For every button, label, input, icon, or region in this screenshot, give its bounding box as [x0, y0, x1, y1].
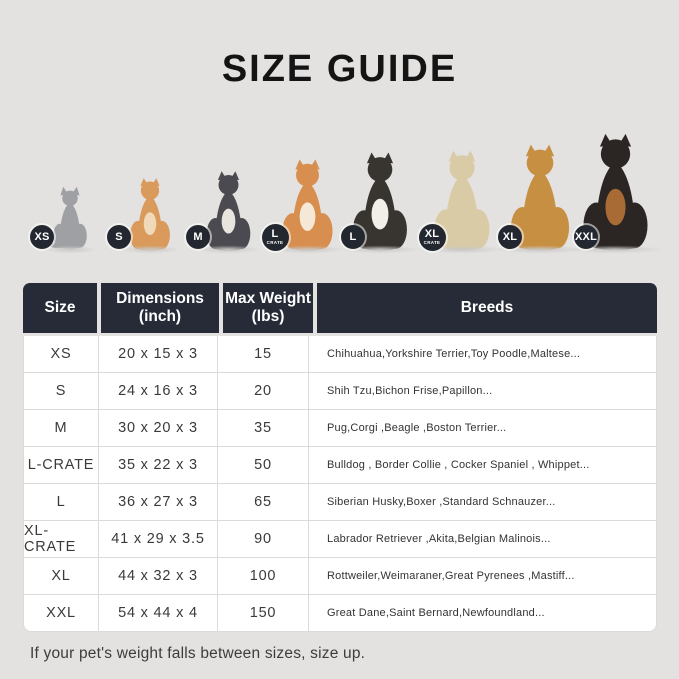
size-badge-xl: [498, 225, 522, 249]
size-cell: L-CRATE: [24, 447, 98, 483]
max-weight-cell: 100: [218, 558, 308, 594]
column-header-label: Breeds: [460, 299, 514, 317]
animal-shadow: [117, 245, 184, 254]
column-header-unit: (lbs): [251, 308, 285, 325]
size-badge-l-crate: [262, 224, 289, 251]
column-header-label: Size: [44, 299, 76, 317]
column-header-breeds: [317, 283, 657, 333]
breeds-cell: Pug,Corgi ,Beagle ,Boston Terrier...: [309, 410, 656, 446]
size-badge-label: S: [115, 230, 123, 243]
table-row: [24, 595, 656, 631]
breeds-cell: Bulldog , Border Collie , Cocker Spaniel , Whippet...: [309, 447, 656, 483]
column-header-label: Dimensions: [116, 290, 204, 308]
table-row: [24, 336, 656, 372]
size-badge-l: [341, 225, 365, 249]
size-badge-label: XXL: [575, 230, 597, 243]
dimensions-cell: 44 x 32 x 3: [99, 558, 217, 594]
size-badge-label: M: [193, 230, 203, 243]
size-cell: M: [24, 410, 98, 446]
breeds-cell: Siberian Husky,Boxer ,Standard Schnauzer...: [309, 484, 656, 520]
size-cell: XL: [24, 558, 98, 594]
size-badge-label: XL: [424, 227, 440, 240]
size-badge-label: L: [349, 230, 357, 243]
column-header-dimensions: [101, 283, 219, 333]
size-badge-label: XS: [34, 230, 50, 243]
column-header-size: [23, 283, 97, 333]
size-cell: S: [24, 373, 98, 409]
table-row: [24, 410, 656, 446]
dimensions-cell: 24 x 16 x 3: [99, 373, 217, 409]
size-cell: XXL: [24, 595, 98, 631]
max-weight-cell: 50: [218, 447, 308, 483]
size-cell: XL-CRATE: [24, 521, 98, 557]
page-title: SIZE GUIDE: [221, 48, 458, 90]
column-header-unit: (inch): [138, 308, 182, 325]
breeds-cell: Labrador Retriever ,Akita,Belgian Malinois...: [309, 521, 656, 557]
max-weight-cell: 65: [218, 484, 308, 520]
size-badge-label: L: [271, 227, 279, 240]
table-row: [24, 558, 656, 594]
breeds-cell: Chihuahua,Yorkshire Terrier,Toy Poodle,Maltese...: [309, 336, 656, 372]
max-weight-cell: 20: [218, 373, 308, 409]
column-header-max-weight: [223, 283, 313, 333]
size-cell: XS: [24, 336, 98, 372]
dimensions-cell: 30 x 20 x 3: [99, 410, 217, 446]
size-badge-m: [186, 225, 210, 249]
size-badge-s: [107, 225, 131, 249]
size-badge-xs: [30, 225, 54, 249]
animal-size-lineup: [0, 120, 679, 253]
breeds-cell: Rottweiler,Weimaraner,Great Pyrenees ,Mastiff...: [309, 558, 656, 594]
dimensions-cell: 20 x 15 x 3: [99, 336, 217, 372]
table-row: [24, 484, 656, 520]
sizing-note: If your pet's weight falls between sizes, size up.: [30, 645, 366, 662]
table-row: [24, 521, 656, 557]
size-table-body: [23, 336, 657, 632]
size-table-header-row: [23, 283, 657, 333]
size-cell: L: [24, 484, 98, 520]
max-weight-cell: 90: [218, 521, 308, 557]
dimensions-cell: 41 x 29 x 3.5: [99, 521, 217, 557]
max-weight-cell: 35: [218, 410, 308, 446]
size-badge-xl-crate: [419, 224, 446, 251]
dimensions-cell: 54 x 44 x 4: [99, 595, 217, 631]
dimensions-cell: 35 x 22 x 3: [99, 447, 217, 483]
max-weight-cell: 15: [218, 336, 308, 372]
breeds-cell: Great Dane,Saint Bernard,Newfoundland...: [309, 595, 656, 631]
size-badge-sublabel: CRATE: [423, 239, 441, 245]
size-badge-sublabel: CRATE: [266, 239, 284, 245]
table-row: [24, 373, 656, 409]
size-badge-label: XL: [502, 230, 518, 243]
column-header-label: Max Weight: [225, 290, 311, 308]
breeds-cell: Shih Tzu,Bichon Frise,Papillon...: [309, 373, 656, 409]
size-table: [23, 283, 657, 632]
table-row: [24, 447, 656, 483]
dimensions-cell: 36 x 27 x 3: [99, 484, 217, 520]
size-badge-xxl: [574, 225, 598, 249]
max-weight-cell: 150: [218, 595, 308, 631]
